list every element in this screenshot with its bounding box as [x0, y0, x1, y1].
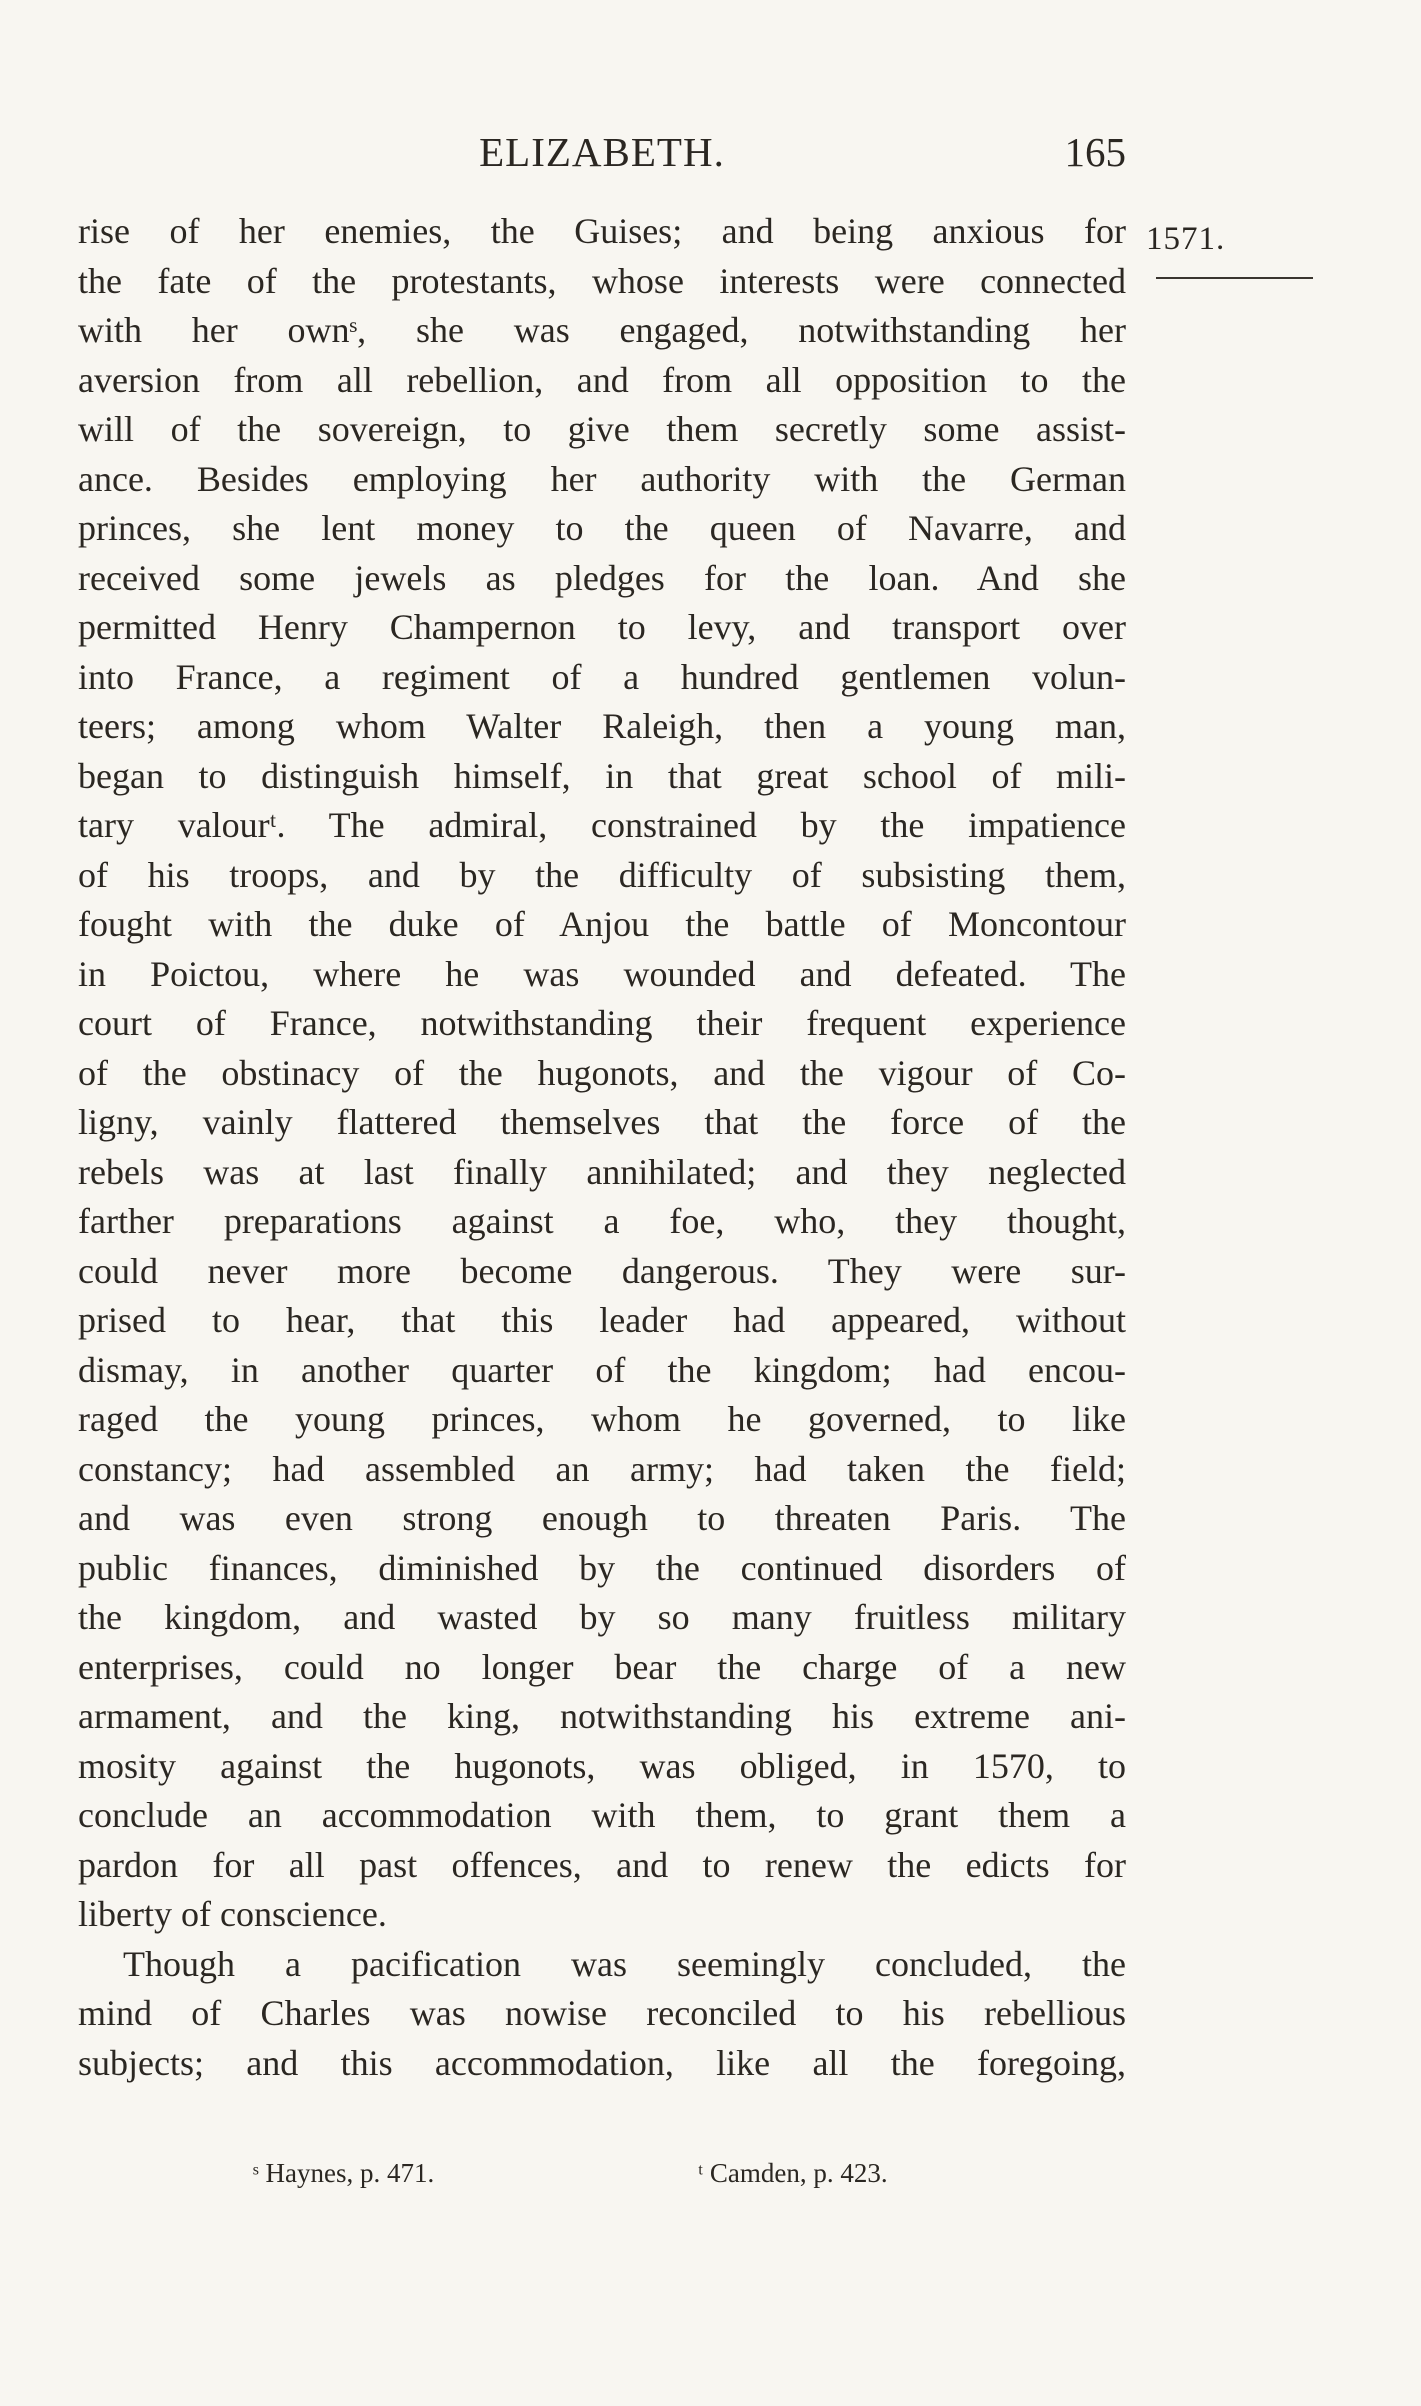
text-line: prised to hear, that this leader had appeared, without [78, 1300, 1126, 1340]
text-line: rebels was at last finally annihilated; and they neglected [78, 1151, 1126, 1192]
text-line: tary valourᵗ. The admiral, constrained by the impatience [78, 805, 1126, 845]
margin-rule [1156, 277, 1313, 279]
margin-year: 1571. [1146, 221, 1226, 257]
running-head [78, 128, 1126, 188]
text-line: public finances, diminished by the continued disorders of [78, 1547, 1126, 1588]
text-line: armament, and the king, notwithstanding his extreme ani- [78, 1696, 1126, 1736]
text-line: could never more become dangerous. They were sur- [78, 1250, 1126, 1291]
footnote-s: ˢ Haynes, p. 471. [253, 2158, 435, 2188]
text-line: with her ownˢ, she was engaged, notwithstanding her [78, 310, 1126, 350]
text-line: permitted Henry Champernon to levy, and transport over [78, 607, 1126, 647]
text-line: in Poictou, where he was wounded and defeated. The [78, 953, 1126, 994]
footnotes [0, 2158, 1421, 2198]
text-line: enterprises, could no longer bear the charge of a new [78, 1646, 1126, 1687]
text-line: dismay, in another quarter of the kingdom; had encou- [78, 1349, 1126, 1390]
text-line: court of France, notwithstanding their frequent experience [78, 1003, 1126, 1043]
body-text [78, 207, 1126, 2088]
text-line: ance. Besides employing her authority with the German [78, 458, 1126, 499]
text-line: the fate of the protestants, whose interests were connected [78, 260, 1126, 301]
text-line: ligny, vainly flattered themselves that the force of the [78, 1102, 1126, 1142]
text-line: teers; among whom Walter Raleigh, then a young man, [78, 706, 1126, 746]
text-line: aversion from all rebellion, and from all opposition to the [78, 359, 1126, 400]
text-line: mind of Charles was nowise reconciled to his rebellious [78, 1993, 1126, 2033]
text-line: mosity against the hugonots, was obliged, in 1570, to [78, 1745, 1126, 1786]
text-line: raged the young princes, whom he governed, to like [78, 1399, 1126, 1439]
text-line: will of the sovereign, to give them secretly some assist- [78, 409, 1126, 449]
text-line: received some jewels as pledges for the loan. And she [78, 557, 1126, 598]
text-line: subjects; and this accommodation, like all the foregoing, [78, 2042, 1126, 2083]
text-line: began to distinguish himself, in that great school of mili- [78, 755, 1126, 796]
text-line: and was even strong enough to threaten Paris. The [78, 1498, 1126, 1538]
text-line: farther preparations against a foe, who, they thought, [78, 1201, 1126, 1241]
page-number: 165 [1064, 129, 1126, 175]
footnote-t: ᵗ Camden, p. 423. [698, 2158, 888, 2188]
paragraph-last-line: liberty of conscience. [78, 1894, 387, 1934]
text-line: the kingdom, and wasted by so many fruitless military [78, 1597, 1126, 1637]
paragraph-first-line: Though a pacification was seemingly concluded, the [123, 1943, 1126, 1984]
text-line: of his troops, and by the difficulty of subsisting them, [78, 854, 1126, 895]
text-line: fought with the duke of Anjou the battle of Moncontour [78, 904, 1126, 944]
running-title: ELIZABETH. [479, 129, 725, 175]
text-line: conclude an accommodation with them, to grant them a [78, 1795, 1126, 1835]
text-line: into France, a regiment of a hundred gentlemen volun- [78, 656, 1126, 697]
text-line: princes, she lent money to the queen of Navarre, and [78, 508, 1126, 548]
text-line: rise of her enemies, the Guises; and being anxious for [78, 211, 1126, 251]
text-line: constancy; had assembled an army; had taken the field; [78, 1448, 1126, 1489]
text-line: of the obstinacy of the hugonots, and the vigour of Co- [78, 1052, 1126, 1093]
text-line: pardon for all past offences, and to renew the edicts for [78, 1844, 1126, 1885]
